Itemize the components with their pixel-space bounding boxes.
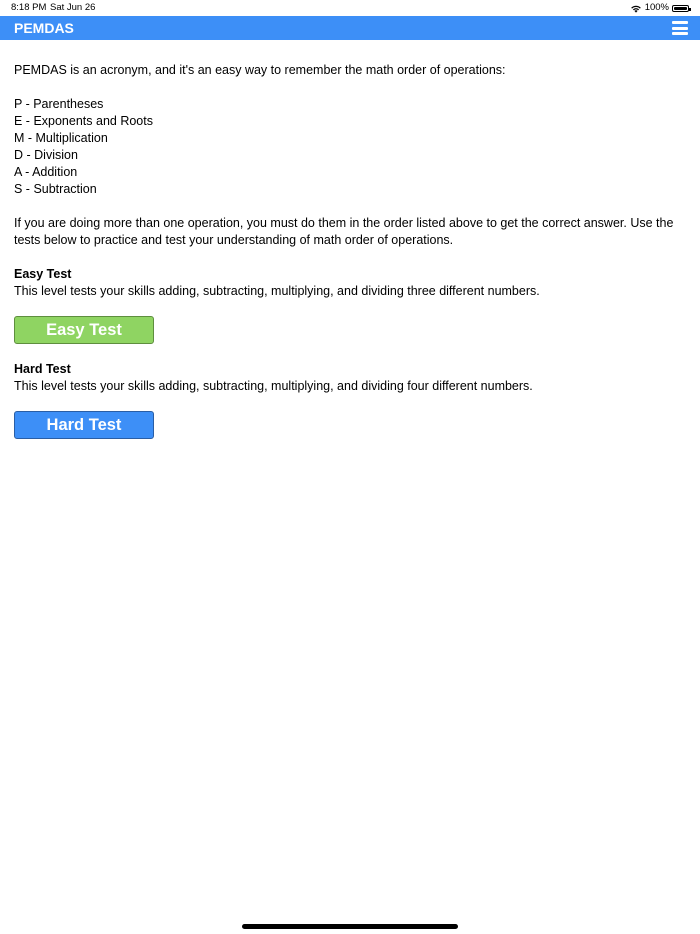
pemdas-list	[14, 96, 686, 198]
hard-test-description: This level tests your skills adding, subtracting, multiplying, and dividing four different numbers.	[14, 379, 533, 393]
wifi-icon	[630, 4, 642, 13]
main-content	[14, 40, 686, 439]
hamburger-menu-icon[interactable]	[672, 21, 688, 35]
easy-test-button[interactable]: Easy Test	[14, 316, 154, 344]
list-item: E - Exponents and Roots	[14, 114, 153, 128]
list-item: S - Subtraction	[14, 182, 97, 196]
list-item: P - Parentheses	[14, 97, 104, 111]
list-item: A - Addition	[14, 165, 78, 179]
nav-bar	[0, 16, 700, 40]
page-title: PEMDAS	[14, 20, 74, 36]
list-item: M - Multiplication	[14, 131, 108, 145]
easy-test-heading: Easy Test	[14, 267, 72, 281]
battery-percent: 100%	[644, 2, 669, 13]
explain-text: If you are doing more than one operation, you must do them in the order listed above to get the correct answer. Use the tests below to practice and test your understanding of math order of operations.	[14, 216, 674, 247]
home-indicator[interactable]	[242, 924, 458, 929]
status-bar	[0, 0, 700, 16]
status-indicators	[630, 0, 689, 16]
easy-test-description: This level tests your skills adding, subtracting, multiplying, and dividing three different numbers.	[14, 284, 540, 298]
status-time: 8:18 PM	[11, 2, 47, 13]
status-date: Sat Jun 26	[50, 2, 96, 13]
list-item: D - Division	[14, 148, 78, 162]
hard-test-button[interactable]: Hard Test	[14, 411, 154, 439]
battery-icon	[672, 5, 689, 12]
intro-text: PEMDAS is an acronym, and it's an easy way to remember the math order of operations:	[14, 63, 506, 77]
hard-test-heading: Hard Test	[14, 362, 71, 376]
